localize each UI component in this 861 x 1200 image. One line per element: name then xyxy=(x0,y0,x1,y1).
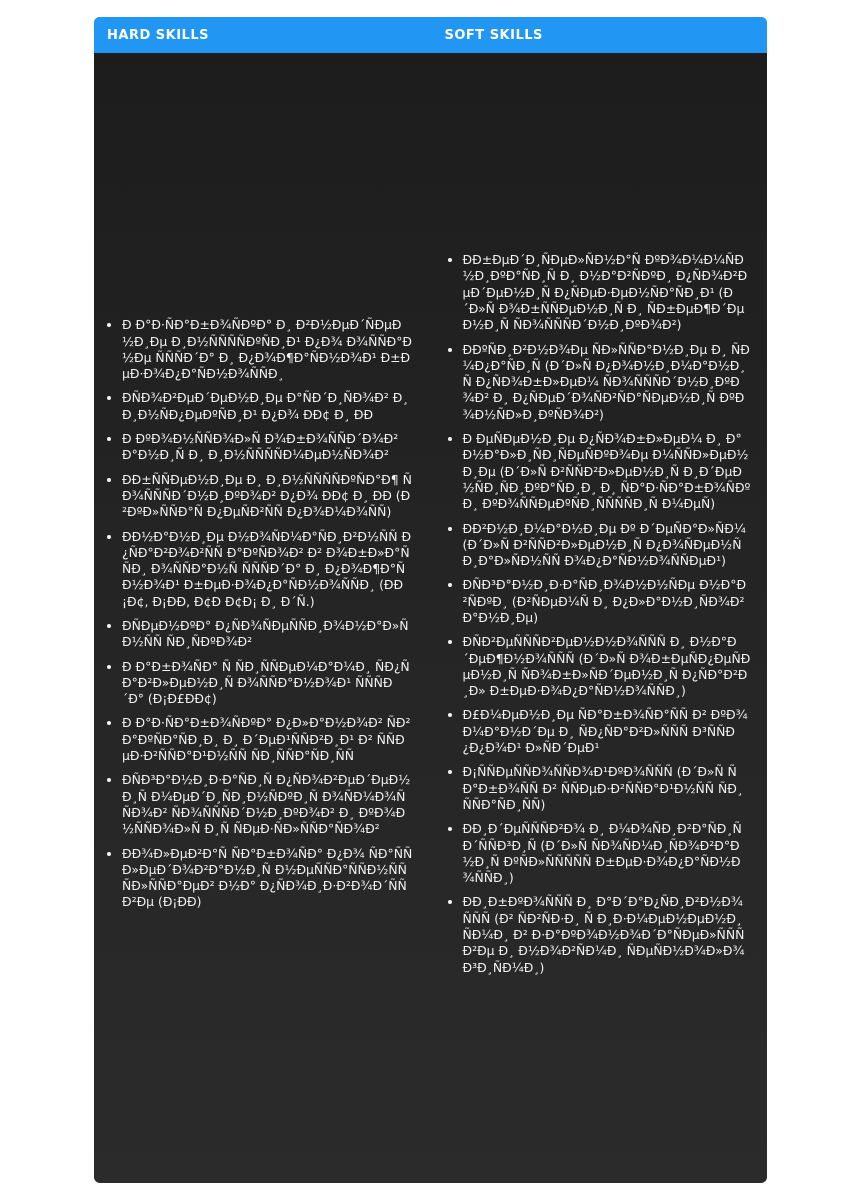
skills-table xyxy=(94,17,767,1183)
hard-skills-list xyxy=(104,317,413,919)
list-item: • ÐÐ±ÐµÐ´Ð¸ÑÐµÐ»ÑÐ½Ð°Ñ ÐºÐ¾Ð¼Ð¼ÑÐ½Ð¸ÐºÐ°ÑÐ¸Ñ Ð¸ Ð½Ð°Ð²ÑÐºÐ¸ Ð¿ÑÐ¾Ð²ÐµÐ´ÐµÐ½Ð¸Ñ Ð¿ÑÐµÐ·ÐµÐ½ÑÐ°ÑÐ¸Ð¹ (Ð´Ð»Ñ Ð¾Ð±ÑÑÐµÐ½Ð¸Ñ Ð¸ ÑÐ±ÐµÐ¶Ð´ÐµÐ½Ð¸Ñ ÑÐ¾ÑÑÑÐ´Ð½Ð¸ÐºÐ¾Ð²) xyxy=(463,252,752,333)
list-item: • ÐÑÐ³Ð°Ð½Ð¸Ð·Ð°ÑÐ¸Ñ Ð¿ÑÐ¾Ð²ÐµÐ´ÐµÐ½Ð¸Ñ Ð¼ÐµÐ´Ð¸ÑÐ¸Ð½ÑÐºÐ¸Ñ Ð¾ÑÐ¼Ð¾ÑÑÐ¾Ð² ÑÐ¾ÑÑÑÐ´Ð½Ð¸ÐºÐ¾Ð² Ð¸ ÐºÐ¾Ð½ÑÑÐ¾Ð»Ñ Ð¸Ñ ÑÐµÐ·ÑÐ»ÑÑÐ°ÑÐ¾Ð² xyxy=(122,772,413,837)
list-item: • ÐÐ¾Ð»ÐµÐ²Ð°Ñ ÑÐ°Ð±Ð¾ÑÐ° Ð¿Ð¾ ÑÐ°ÑÑÐ»ÐµÐ´Ð¾Ð²Ð°Ð½Ð¸Ñ Ð½ÐµÑÑÐ°ÑÑÐ½ÑÑ ÑÐ»ÑÑÐ°ÐµÐ² Ð½Ð° Ð¿ÑÐ¾Ð¸Ð·Ð²Ð¾Ð´ÑÑÐ²Ðµ (Ð¡ÐÐ) xyxy=(122,846,413,911)
list-item: • ÐÑÐ¾Ð²ÐµÐ´ÐµÐ½Ð¸Ðµ Ð°ÑÐ´Ð¸ÑÐ¾Ð² Ð¸ Ð¸Ð½ÑÐ¿ÐµÐºÑÐ¸Ð¹ Ð¿Ð¾ ÐÐ¢ Ð¸ ÐÐ xyxy=(122,390,413,423)
list-item: • Ð ÐºÐ¾Ð½ÑÑÐ¾Ð»Ñ Ð¾Ð±Ð¾ÑÑÐ´Ð¾Ð²Ð°Ð½Ð¸Ñ Ð¸ Ð¸Ð½ÑÑÑÑÐ¼ÐµÐ½ÑÐ¾Ð² xyxy=(122,431,413,464)
list-item: • ÐÐ½Ð°Ð½Ð¸Ðµ Ð½Ð¾ÑÐ¼Ð°ÑÐ¸Ð²Ð½ÑÑ Ð¿ÑÐ°Ð²Ð¾Ð²ÑÑ Ð°ÐºÑÐ¾Ð² Ð² Ð¾Ð±Ð»Ð°ÑÑÐ¸ Ð¾ÑÑÐ°Ð½Ñ ÑÑÑÐ´Ð° Ð¸ Ð¿Ð¾Ð¶Ð°ÑÐ½Ð¾Ð¹ Ð±ÐµÐ·Ð¾Ð¿Ð°ÑÐ½Ð¾ÑÑÐ¸ (ÐÐ¡Ð¢, Ð¡ÐÐ, Ð¢Ð Ð¢Ð¡ Ð¸ Ð´Ñ.) xyxy=(122,529,413,610)
list-item: • ÐÑÐ³Ð°Ð½Ð¸Ð·Ð°ÑÐ¸Ð¾Ð½Ð½ÑÐµ Ð½Ð°Ð²ÑÐºÐ¸ (Ð²ÑÐµÐ¼Ñ Ð¸ Ð¿Ð»Ð°Ð½Ð¸ÑÐ¾Ð²Ð°Ð½Ð¸Ðµ) xyxy=(463,577,752,626)
soft-skills-column xyxy=(431,53,768,1183)
soft-skills-list xyxy=(445,252,752,984)
list-item: • Ð Ð°Ð±Ð¾ÑÐ° Ñ ÑÐ¸ÑÑÐµÐ¼Ð°Ð¼Ð¸ ÑÐ¿ÑÐ°Ð²Ð»ÐµÐ½Ð¸Ñ Ð¾ÑÑÐ°Ð½Ð¾Ð¹ ÑÑÑÐ´Ð° (Ð¡Ð£ÐÐ¢) xyxy=(122,659,413,708)
list-item: • ÐÐ²Ð½Ð¸Ð¼Ð°Ð½Ð¸Ðµ Ðº Ð´ÐµÑÐ°Ð»ÑÐ¼ (Ð´Ð»Ñ Ð²ÑÑÐ²Ð»ÐµÐ½Ð¸Ñ Ð¿Ð¾ÑÐµÐ½ÑÐ¸Ð°Ð»ÑÐ½ÑÑ Ð¾Ð¿Ð°ÑÐ½Ð¾ÑÑÐµÐ¹) xyxy=(463,521,752,570)
list-item: • ÐÐºÑÐ¸Ð²Ð½Ð¾Ðµ ÑÐ»ÑÑÐ°Ð½Ð¸Ðµ Ð¸ ÑÐ¼Ð¿Ð°ÑÐ¸Ñ (Ð´Ð»Ñ Ð¿Ð¾Ð½Ð¸Ð¼Ð°Ð½Ð¸Ñ Ð¿ÑÐ¾Ð±Ð»ÐµÐ¼ ÑÐ¾ÑÑÑÐ´Ð½Ð¸ÐºÐ¾Ð² Ð¸ Ð¿ÑÐµÐ´Ð¾ÑÐ²ÑÐ°ÑÐµÐ½Ð¸Ñ ÐºÐ¾Ð½ÑÐ»Ð¸ÐºÑÐ¾Ð²) xyxy=(463,342,752,423)
table-body xyxy=(94,53,767,1183)
list-item: • ÐÐ±ÑÑÐµÐ½Ð¸Ðµ Ð¸ Ð¸Ð½ÑÑÑÑÐºÑÐ°Ð¶ ÑÐ¾ÑÑÑÐ´Ð½Ð¸ÐºÐ¾Ð² Ð¿Ð¾ ÐÐ¢ Ð¸ ÐÐ (Ð²ÐºÐ»ÑÑÐ°Ñ Ð¿ÐµÑÐ²ÑÑ Ð¿Ð¾Ð¼Ð¾ÑÑ) xyxy=(122,472,413,521)
list-item: • Ð¡ÑÑÐµÑÑÐ¾ÑÑÐ¾Ð¹ÐºÐ¾ÑÑÑ (Ð´Ð»Ñ ÑÐ°Ð±Ð¾ÑÑ Ð² ÑÑÐµÐ·Ð²ÑÑÐ°Ð¹Ð½ÑÑ ÑÐ¸ÑÑÐ°ÑÐ¸ÑÑ) xyxy=(463,764,752,813)
hard-skills-column xyxy=(94,53,431,1183)
hard-skills-heading: HARD SKILLS xyxy=(107,27,209,43)
list-item: • ÐÑÐ²ÐµÑÑÑÐ²ÐµÐ½Ð½Ð¾ÑÑÑ Ð¸ Ð½Ð°Ð´ÐµÐ¶Ð½Ð¾ÑÑÑ (Ð´Ð»Ñ Ð¾Ð±ÐµÑÐ¿ÐµÑÐµÐ½Ð¸Ñ ÑÐ¾Ð±Ð»ÑÐ´ÐµÐ½Ð¸Ñ Ð¿ÑÐ°Ð²Ð¸Ð» Ð±ÐµÐ·Ð¾Ð¿Ð°ÑÐ½Ð¾ÑÑÐ¸) xyxy=(463,634,752,699)
list-item: • Ð£Ð¼ÐµÐ½Ð¸Ðµ ÑÐ°Ð±Ð¾ÑÐ°ÑÑ Ð² ÐºÐ¾Ð¼Ð°Ð½Ð´Ðµ Ð¸ ÑÐ¿ÑÐ°Ð²Ð»ÑÑÑ Ð³ÑÑÐ¿Ð¿Ð¾Ð¹ Ð»ÑÐ´ÐµÐ¹ xyxy=(463,707,752,756)
table-header xyxy=(94,17,767,53)
list-item: • Ð Ð°Ð·ÑÐ°Ð±Ð¾ÑÐºÐ° Ð¸ Ð²Ð½ÐµÐ´ÑÐµÐ½Ð¸Ðµ Ð¸Ð½ÑÑÑÑÐºÑÐ¸Ð¹ Ð¿Ð¾ Ð¾ÑÑÐ°Ð½Ðµ ÑÑÑÐ´Ð° Ð¸ Ð¿Ð¾Ð¶Ð°ÑÐ½Ð¾Ð¹ Ð±ÐµÐ·Ð¾Ð¿Ð°ÑÐ½Ð¾ÑÑÐ¸ xyxy=(122,317,413,382)
soft-skills-heading: SOFT SKILLS xyxy=(444,27,543,43)
list-item: • ÐÐ¸Ð±ÐºÐ¾ÑÑÑ Ð¸ Ð°Ð´Ð°Ð¿ÑÐ¸Ð²Ð½Ð¾ÑÑÑ (Ð² ÑÐ²ÑÐ·Ð¸ Ñ Ð¸Ð·Ð¼ÐµÐ½ÐµÐ½Ð¸ÑÐ¼Ð¸ Ð² Ð·Ð°ÐºÐ¾Ð½Ð¾Ð´Ð°ÑÐµÐ»ÑÑÑÐ²Ðµ Ð¸ Ð½Ð¾Ð²ÑÐ¼Ð¸ ÑÐµÑÐ½Ð¾Ð»Ð¾Ð³Ð¸ÑÐ¼Ð¸) xyxy=(463,894,752,975)
list-item: • ÐÑÐµÐ½ÐºÐ° Ð¿ÑÐ¾ÑÐµÑÑÐ¸Ð¾Ð½Ð°Ð»ÑÐ½ÑÑ ÑÐ¸ÑÐºÐ¾Ð² xyxy=(122,618,413,651)
list-item: • ÐÐ¸Ð´ÐµÑÑÑÐ²Ð¾ Ð¸ Ð¼Ð¾ÑÐ¸Ð²Ð°ÑÐ¸Ñ Ð´ÑÑÐ³Ð¸Ñ (Ð´Ð»Ñ ÑÐ¾ÑÐ¼Ð¸ÑÐ¾Ð²Ð°Ð½Ð¸Ñ ÐºÑÐ»ÑÑÑÑÑ Ð±ÐµÐ·Ð¾Ð¿Ð°ÑÐ½Ð¾ÑÑÐ¸) xyxy=(463,821,752,886)
list-item: • Ð ÐµÑÐµÐ½Ð¸Ðµ Ð¿ÑÐ¾Ð±Ð»ÐµÐ¼ Ð¸ Ð°Ð½Ð°Ð»Ð¸ÑÐ¸ÑÐµÑÐºÐ¾Ðµ Ð¼ÑÑÐ»ÐµÐ½Ð¸Ðµ (Ð´Ð»Ñ Ð²ÑÑÐ²Ð»ÐµÐ½Ð¸Ñ Ð¸Ð´ÐµÐ½ÑÐ¸ÑÐ¸ÐºÐ°ÑÐ¸Ð¸ Ð¸ ÑÐ°Ð·ÑÐ°Ð±Ð¾ÑÐºÐ¸ ÐºÐ¾ÑÑÐµÐºÑÐ¸ÑÑÑÑÐ¸Ñ Ð¼ÐµÑ) xyxy=(463,431,752,512)
list-item: • Ð Ð°Ð·ÑÐ°Ð±Ð¾ÑÐºÐ° Ð¿Ð»Ð°Ð½Ð¾Ð² ÑÐ²Ð°ÐºÑÐ°ÑÐ¸Ð¸ Ð¸ Ð´ÐµÐ¹ÑÑÐ²Ð¸Ð¹ Ð² ÑÑÐµÐ·Ð²ÑÑÐ°Ð¹Ð½ÑÑ ÑÐ¸ÑÑÐ°ÑÐ¸ÑÑ xyxy=(122,715,413,764)
